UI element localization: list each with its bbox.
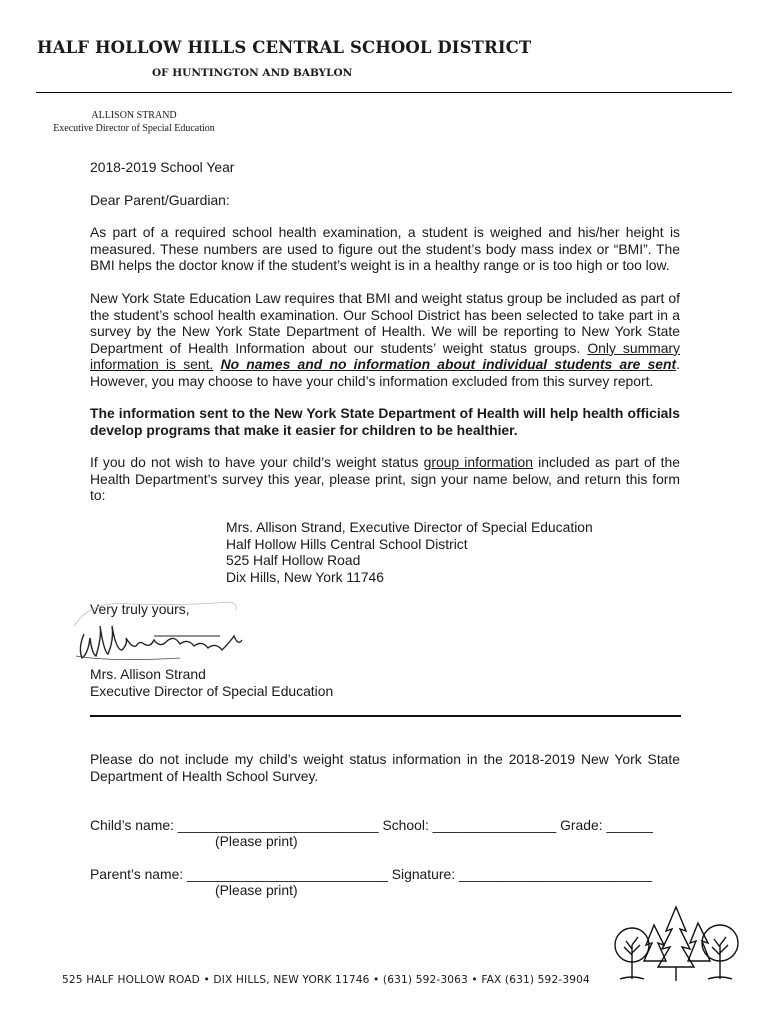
address-line: 525 Half Hollow Road [226, 552, 361, 569]
header-rule [36, 92, 732, 93]
salutation: Dear Parent/Guardian: [90, 192, 230, 208]
paragraph-purpose: The information sent to the New York State Department of Health will help health officials develop programs that make it easier for children to be healthier. [90, 405, 680, 438]
return-address [226, 519, 646, 585]
footer-address: 525 HALF HOLLOW ROAD • DIX HILLS, NEW YORK 11746 • (631) 592-3063 • FAX (631) 592-3904 [62, 974, 590, 986]
closing: Very truly yours, [90, 601, 190, 617]
district-name: HALF HOLLOW HILLS CENTRAL SCHOOL DISTRICT [37, 38, 532, 57]
form-divider [90, 715, 681, 717]
signer-title: Executive Director of Special Education [90, 683, 334, 699]
no-names-note: No names and no information about individual students are sent [220, 356, 677, 373]
signature-image [70, 596, 260, 676]
director-title: Executive Director of Special Education [53, 123, 215, 134]
parent-signature-row[interactable]: Parent’s name: __________________________ Signature: _________________________ [90, 866, 653, 882]
signer-name: Mrs. Allison Strand [90, 666, 206, 682]
paragraph-law: New York State Education Law requires that BMI and weight status group be included as part of the student’s school health examination. Our School District has been selected to take part in a survey by the New York State Department of Health. We will be reporting to New York State Department of Health Information about our students’ weight status groups. Only summary information is sent. No names and no information about individual students are sent. However, you may choose to have your child’s information excluded from this survey report. [90, 290, 681, 389]
exclusion-statement: Please do not include my child’s weight status information in the 2018-2019 New York State Department of Health School Survey. [90, 751, 680, 784]
address-line: Half Hollow Hills Central School District [226, 535, 468, 552]
paragraph-instructions: If you do not wish to have your child’s weight status group information included as part of the Health Department’s survey this year, please print, sign your name below, and return this form to: [90, 454, 680, 504]
paragraph-bmi: As part of a required school health examination, a student is weighed and his/her height is measured. These numbers are used to figure out the student’s body mass index or “BMI”. The BMI helps the doctor know if the student’s weight is in a healthy range or is too high or too low. [90, 224, 680, 274]
trees-logo [606, 905, 746, 985]
paragraph-law-text: New York State Education Law requires that BMI and weight status group be included as part of the student’s school health examination. Our School District has been selected to take part in a survey by the New York State Department of Health. We will be reporting to New York State Department of Health Information about our students’ weight status groups. [90, 290, 680, 356]
address-line: Mrs. Allison Strand, Executive Director of Special Education [226, 519, 593, 535]
district-subtitle: OF HUNTINGTON AND BABYLON [152, 67, 353, 79]
school-year: 2018-2019 School Year [90, 159, 235, 175]
print-note: (Please print) [215, 833, 298, 849]
director-name: ALLISON STRAND [91, 110, 177, 121]
exclusion-note: However, you may choose to have your child’s information excluded from this survey report. [90, 372, 654, 389]
print-note: (Please print) [215, 882, 298, 898]
child-school-grade-row[interactable]: Child’s name: __________________________ School: ________________ Grade: ______ [90, 817, 653, 833]
summary-note: Only summary information is sent. [90, 339, 681, 373]
group-information-text: group information [423, 454, 533, 470]
address-line: Dix Hills, New York 11746 [226, 568, 385, 585]
